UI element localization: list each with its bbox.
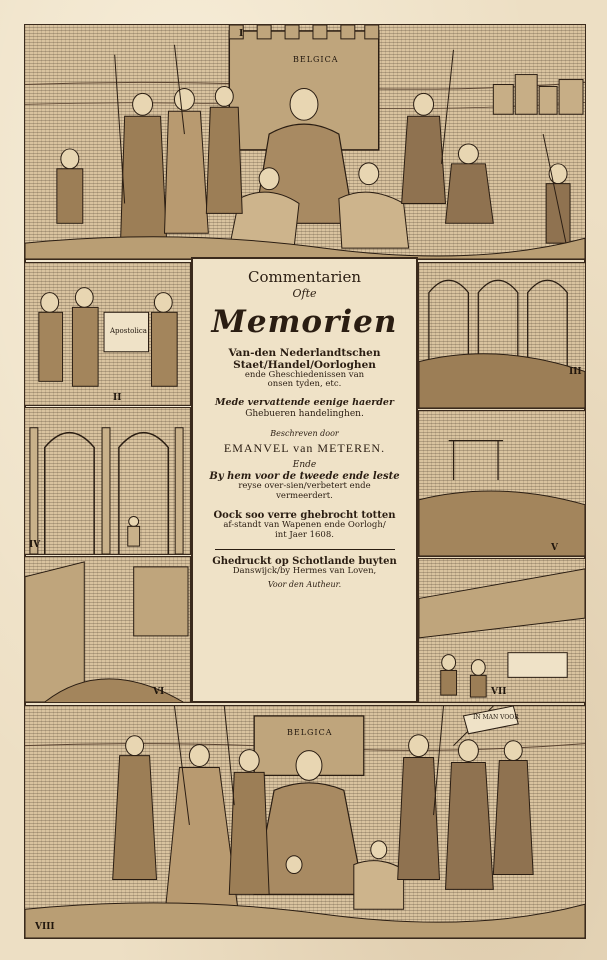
panel-numeral-7: VII <box>491 687 507 697</box>
engraving-scene-clergy <box>25 263 190 405</box>
engraving-panel-3 <box>418 262 586 409</box>
imprint-line-1: Ghedruckt op Schotlande buyten <box>212 555 397 567</box>
engraving-scene-church <box>25 408 190 554</box>
panel-numeral-4: IV <box>29 540 41 550</box>
flag-inscription: IN MAN VOOR <box>473 714 519 721</box>
engraving-scene-council <box>419 559 585 702</box>
revision-line-1: By hem voor de tweede ende leste <box>209 470 400 482</box>
subtitle-line-5: Mede vervattende eenige haerder <box>215 397 394 409</box>
banner-top: BELGICA <box>293 55 339 64</box>
engraving-scene-alliance <box>25 706 585 938</box>
panel-numeral-8: VIII <box>35 922 55 932</box>
title-ofte: Ofte <box>292 287 317 301</box>
engraving-panel-1 <box>24 24 586 260</box>
panel-numeral-1: I <box>239 29 244 39</box>
divider-rule <box>215 549 395 550</box>
sign-apostolica: Apostolica <box>110 327 147 335</box>
subtitle-line-4: onsen tyden, etc. <box>267 379 342 390</box>
subtitle-line-3: ende Gheschiedenissen van <box>244 369 365 380</box>
panel-numeral-5: V <box>551 543 558 553</box>
extent-line-3: int Jaer 1608. <box>275 530 334 541</box>
engraving-scene-hall <box>419 263 585 408</box>
subtitle-line-6: Ghebueren handelinghen. <box>245 409 364 420</box>
engraving-panel-4 <box>24 407 191 555</box>
panel-numeral-6: VI <box>153 687 165 697</box>
engraving-scene-square <box>25 557 190 702</box>
engraving-scene-gallows <box>419 411 585 556</box>
described-by: Beschreven door <box>270 429 339 439</box>
title-memorien: Memorien <box>211 303 398 340</box>
engraving-panel-8 <box>24 705 586 939</box>
subtitle-line-1: Van-den Nederlandtschen <box>228 346 381 359</box>
author-name: EMANVEL van METEREN. <box>223 440 386 455</box>
subtitle-line-2: Staet/Handel/Oorloghen <box>233 358 376 371</box>
panel-numeral-2: II <box>113 393 122 403</box>
title-commentarien: Commentarien <box>248 268 361 286</box>
engraving-panel-6 <box>24 556 191 703</box>
extent-line-1: Oock soo verre ghebrocht totten <box>213 509 396 521</box>
title-panel <box>191 257 418 703</box>
banner-bottom: BELGICA <box>287 728 333 737</box>
revision-line-2: reyse over-sien/verbetert ende <box>238 481 371 492</box>
panel-numeral-3: III <box>569 367 582 377</box>
engraving-panel-7 <box>418 558 586 703</box>
engraving-panel-5 <box>418 410 586 557</box>
engraving-panel-2 <box>24 262 191 406</box>
imprint-line-3: Voor den Autheur. <box>267 580 342 590</box>
ende: Ende <box>292 460 317 471</box>
imprint-line-2: Danswijck/by Hermes van Loven, <box>232 566 377 577</box>
extent-line-2: af-standt van Wapenen ende Oorlogh/ <box>223 520 386 531</box>
revision-line-3: vermeerdert. <box>276 491 333 502</box>
